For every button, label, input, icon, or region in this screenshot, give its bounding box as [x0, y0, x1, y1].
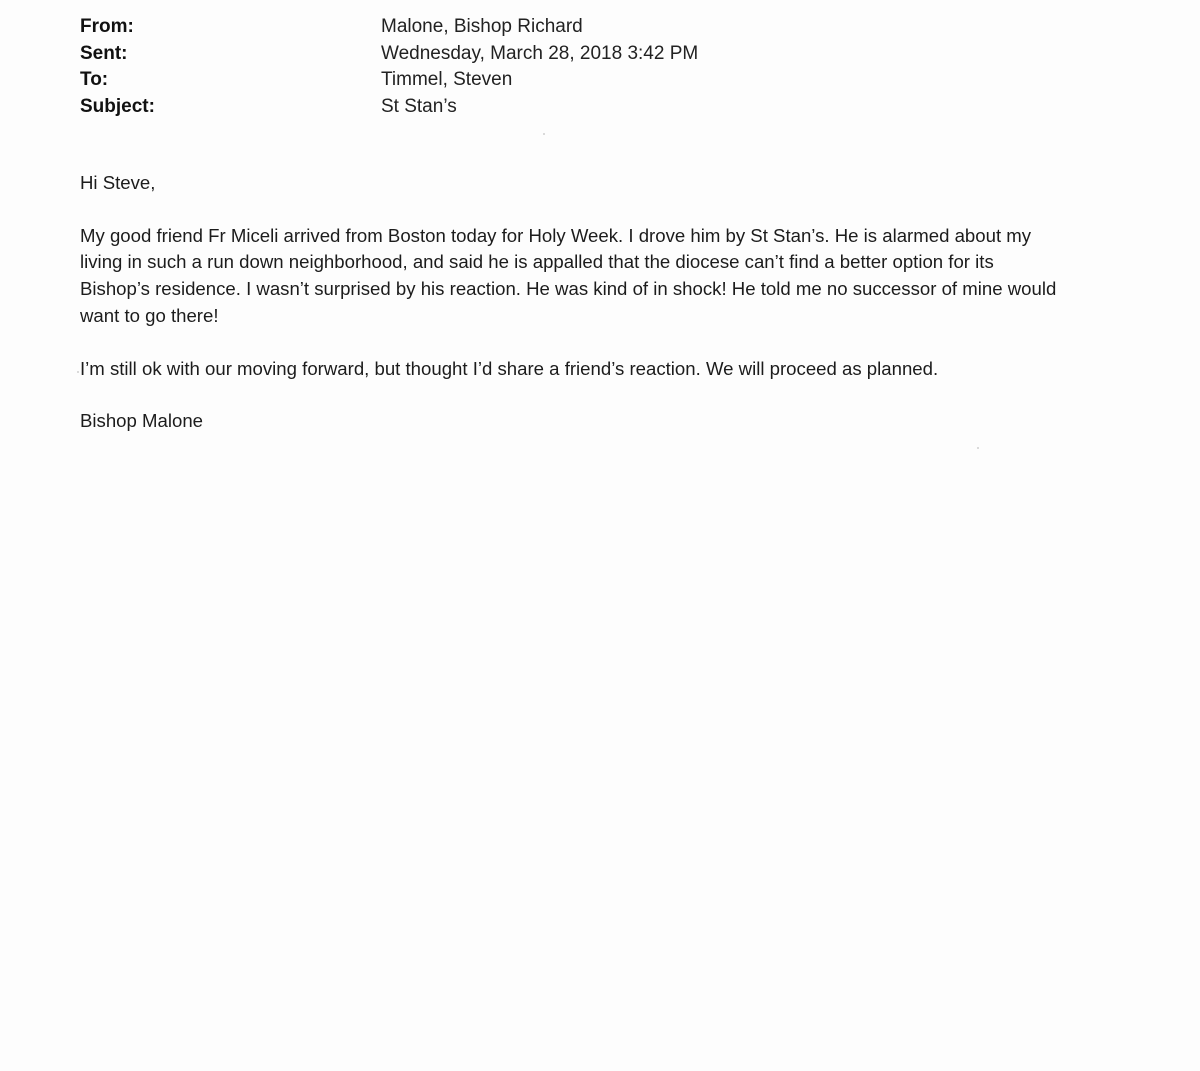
from-value: Malone, Bishop Richard [381, 16, 583, 37]
to-label: To: [80, 69, 109, 90]
header-row-sent [80, 41, 1120, 68]
email-body [80, 170, 1160, 461]
to-value: Timmel, Steven [381, 69, 513, 90]
email-header-block [80, 14, 1120, 120]
body-paragraph-2: I’m still ok with our moving forward, but thought I’d share a friend’s reaction. We will proceed as planned. [80, 357, 939, 379]
body-line: My good friend Fr Miceli arrived from Boston today for Holy Week. I drove him by St Stan’s. He is alarmed about my [80, 224, 1032, 246]
scan-speck [977, 447, 979, 449]
scan-speck [543, 133, 545, 135]
scan-speck [77, 371, 79, 373]
sent-value: Wednesday, March 28, 2018 3:42 PM [381, 42, 699, 64]
body-line: Bishop’s residence. I wasn’t surprised by his reaction. He was kind of in shock! He told me no successor of mine would [80, 278, 1057, 300]
body-line: living in such a run down neighborhood, and said he is appalled that the diocese can’t find a better option for its [80, 251, 994, 273]
body-line: want to go there! [80, 304, 219, 326]
from-label: From: [80, 16, 134, 37]
header-row-to [80, 67, 1120, 94]
subject-label: Subject: [80, 95, 155, 117]
signature: Bishop Malone [80, 410, 204, 432]
body-paragraph-1 [80, 223, 1160, 330]
header-row-subject [80, 94, 1120, 121]
greeting: Hi Steve, [80, 172, 156, 193]
subject-value: St Stan’s [381, 95, 457, 117]
sent-label: Sent: [80, 42, 128, 64]
header-row-from [80, 14, 1120, 41]
